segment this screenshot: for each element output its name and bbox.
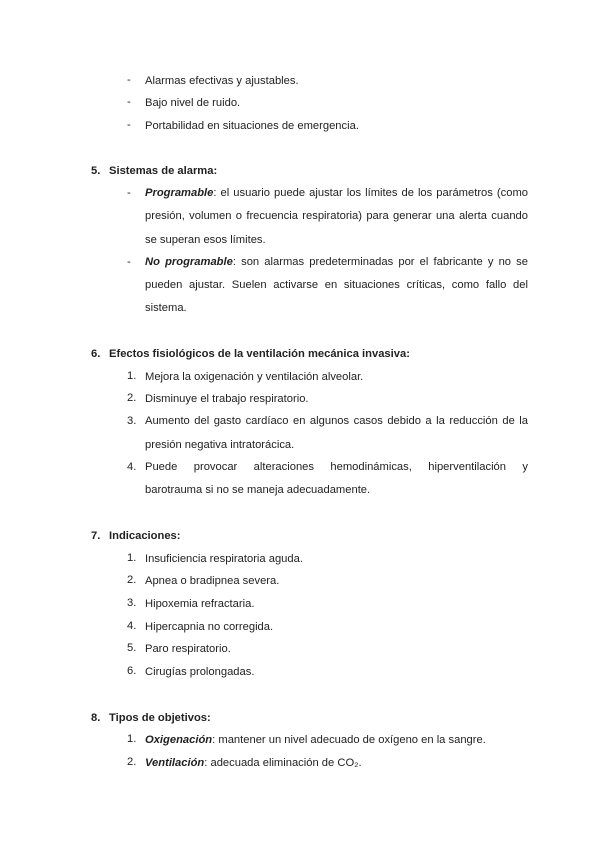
list-number: 6. xyxy=(127,665,137,677)
intro-item: Alarmas efectivas y ajustables. xyxy=(145,75,299,87)
list-number: 2. xyxy=(127,392,137,404)
indication-item: Apnea o bradipnea severa. xyxy=(145,575,280,587)
objective-item xyxy=(145,756,362,770)
objective-text: : mantener un nivel adecuado de oxígeno en la sangre. xyxy=(212,734,486,746)
intro-item: Bajo nivel de ruido. xyxy=(145,97,241,109)
effect-item: Puede provocar alteraciones hemodinámicas, hiperventilación y xyxy=(145,461,528,473)
indication-item: Hipercapnia no corregida. xyxy=(145,621,274,633)
alarm-programmable-line-1 xyxy=(145,187,528,199)
list-number: 2. xyxy=(127,756,137,768)
alarm-programmable-line-3: se superan esos límites. xyxy=(145,234,266,246)
indication-item: Cirugías prolongadas. xyxy=(145,666,255,678)
alarm-text: : son alarmas predeterminadas por el fabricante y no se xyxy=(232,256,528,268)
section-8-title: Tipos de objetivos: xyxy=(109,712,211,724)
section-7-number: 7. xyxy=(91,530,101,542)
intro-item: Portabilidad en situaciones de emergencia. xyxy=(145,120,359,132)
objective-text: : adecuada eliminación de CO₂. xyxy=(204,757,362,769)
indication-item: Paro respiratorio. xyxy=(145,643,231,655)
effect-item-continuation: barotrauma si no se maneja adecuadamente. xyxy=(145,484,371,496)
objective-term: Ventilación xyxy=(145,757,205,769)
dash-marker: - xyxy=(127,187,131,199)
dash-marker: - xyxy=(127,96,131,108)
effect-item: Mejora la oxigenación y ventilación alveolar. xyxy=(145,371,364,383)
dash-marker: - xyxy=(127,74,131,86)
alarm-programmable-line-2: presión, volumen o frecuencia respiratoria) para generar una alerta cuando xyxy=(145,210,528,222)
section-6-title: Efectos fisiológicos de la ventilación mecánica invasiva: xyxy=(109,348,410,360)
dash-marker: - xyxy=(127,256,131,268)
objective-term: Oxigenación xyxy=(145,734,213,746)
indication-item: Hipoxemia refractaria. xyxy=(145,598,255,610)
dash-marker: - xyxy=(127,119,131,131)
alarm-nonprogrammable-line-2: pueden ajustar. Suelen activarse en situaciones críticas, como fallo del xyxy=(145,279,528,291)
alarm-text: : el usuario puede ajustar los límites de los parámetros (como xyxy=(213,187,528,199)
effect-item-continuation: presión negativa intratorácica. xyxy=(145,439,295,451)
alarm-term: Programable xyxy=(145,187,214,199)
list-number: 3. xyxy=(127,415,137,427)
alarm-nonprogrammable-line-1 xyxy=(145,256,528,268)
indication-item: Insuficiencia respiratoria aguda. xyxy=(145,553,303,565)
alarm-nonprogrammable-line-3: sistema. xyxy=(145,302,187,314)
section-6-number: 6. xyxy=(91,348,101,360)
section-8-number: 8. xyxy=(91,712,101,724)
effect-item: Disminuye el trabajo respiratorio. xyxy=(145,393,309,405)
objective-item xyxy=(145,733,486,747)
section-7-title: Indicaciones: xyxy=(109,530,181,542)
list-number: 5. xyxy=(127,642,137,654)
list-number: 1. xyxy=(127,370,137,382)
list-number: 2. xyxy=(127,574,137,586)
list-number: 1. xyxy=(127,552,137,564)
section-5-number: 5. xyxy=(91,165,101,177)
list-number: 1. xyxy=(127,733,137,745)
effect-item: Aumento del gasto cardíaco en algunos casos debido a la reducción de la xyxy=(145,415,528,427)
list-number: 4. xyxy=(127,620,137,632)
list-number: 4. xyxy=(127,461,137,473)
list-number: 3. xyxy=(127,597,137,609)
section-5-title: Sistemas de alarma: xyxy=(109,165,218,177)
alarm-term: No programable xyxy=(145,256,233,268)
